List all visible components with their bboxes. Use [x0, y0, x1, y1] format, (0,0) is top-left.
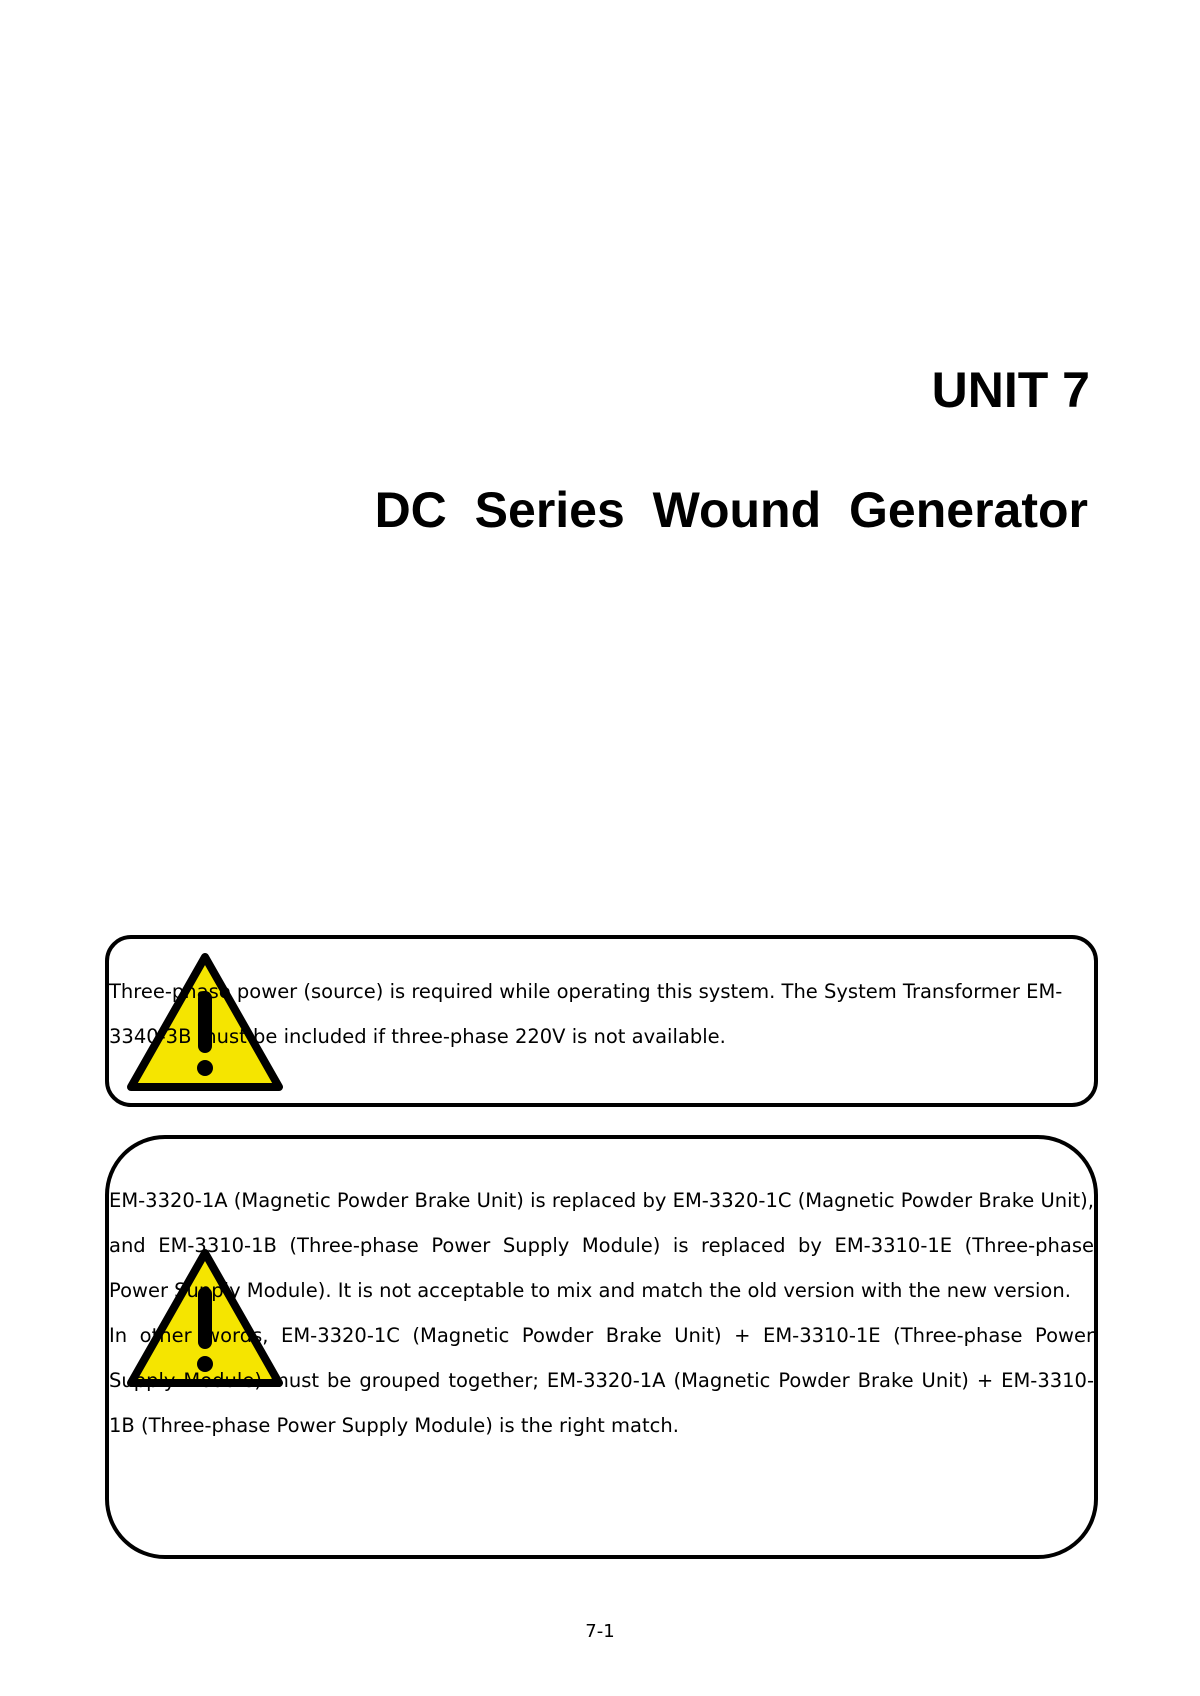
- notice-text-module-compatibility: [109, 1178, 1094, 1448]
- unit-number: UNIT 7: [931, 362, 1090, 418]
- notice-box-power: [105, 935, 1098, 1107]
- notice-box-module-compatibility: [105, 1135, 1098, 1559]
- notice-text-power: Three-phase power (source) is required while operating this system. The System Transformer EM-3340-3B must be included if three-phase 220V is not available.: [109, 980, 1063, 1048]
- notice-paragraph-replacement: EM-3320-1A (Magnetic Powder Brake Unit) is replaced by EM-3320-1C (Magnetic Powder Brake Unit), and EM-3310-1B (Three-phase Power Supply Module) is replaced by EM-3310-1E (Three-phase Power Supply Module). It is not acceptable to mix and match the old version with the new version.: [109, 1189, 1094, 1302]
- chapter-title: DC Series Wound Generator: [374, 482, 1088, 538]
- page-number: 7-1: [585, 1621, 615, 1642]
- notice-paragraph-grouping: In other words, EM-3320-1C (Magnetic Powder Brake Unit) + EM-3310-1E (Three-phase Power Supply Module) must be grouped together; EM-3320-1A (Magnetic Powder Brake Unit) + EM-3310-1B (Three-phase Power Supply Module) is the right match.: [109, 1324, 1094, 1437]
